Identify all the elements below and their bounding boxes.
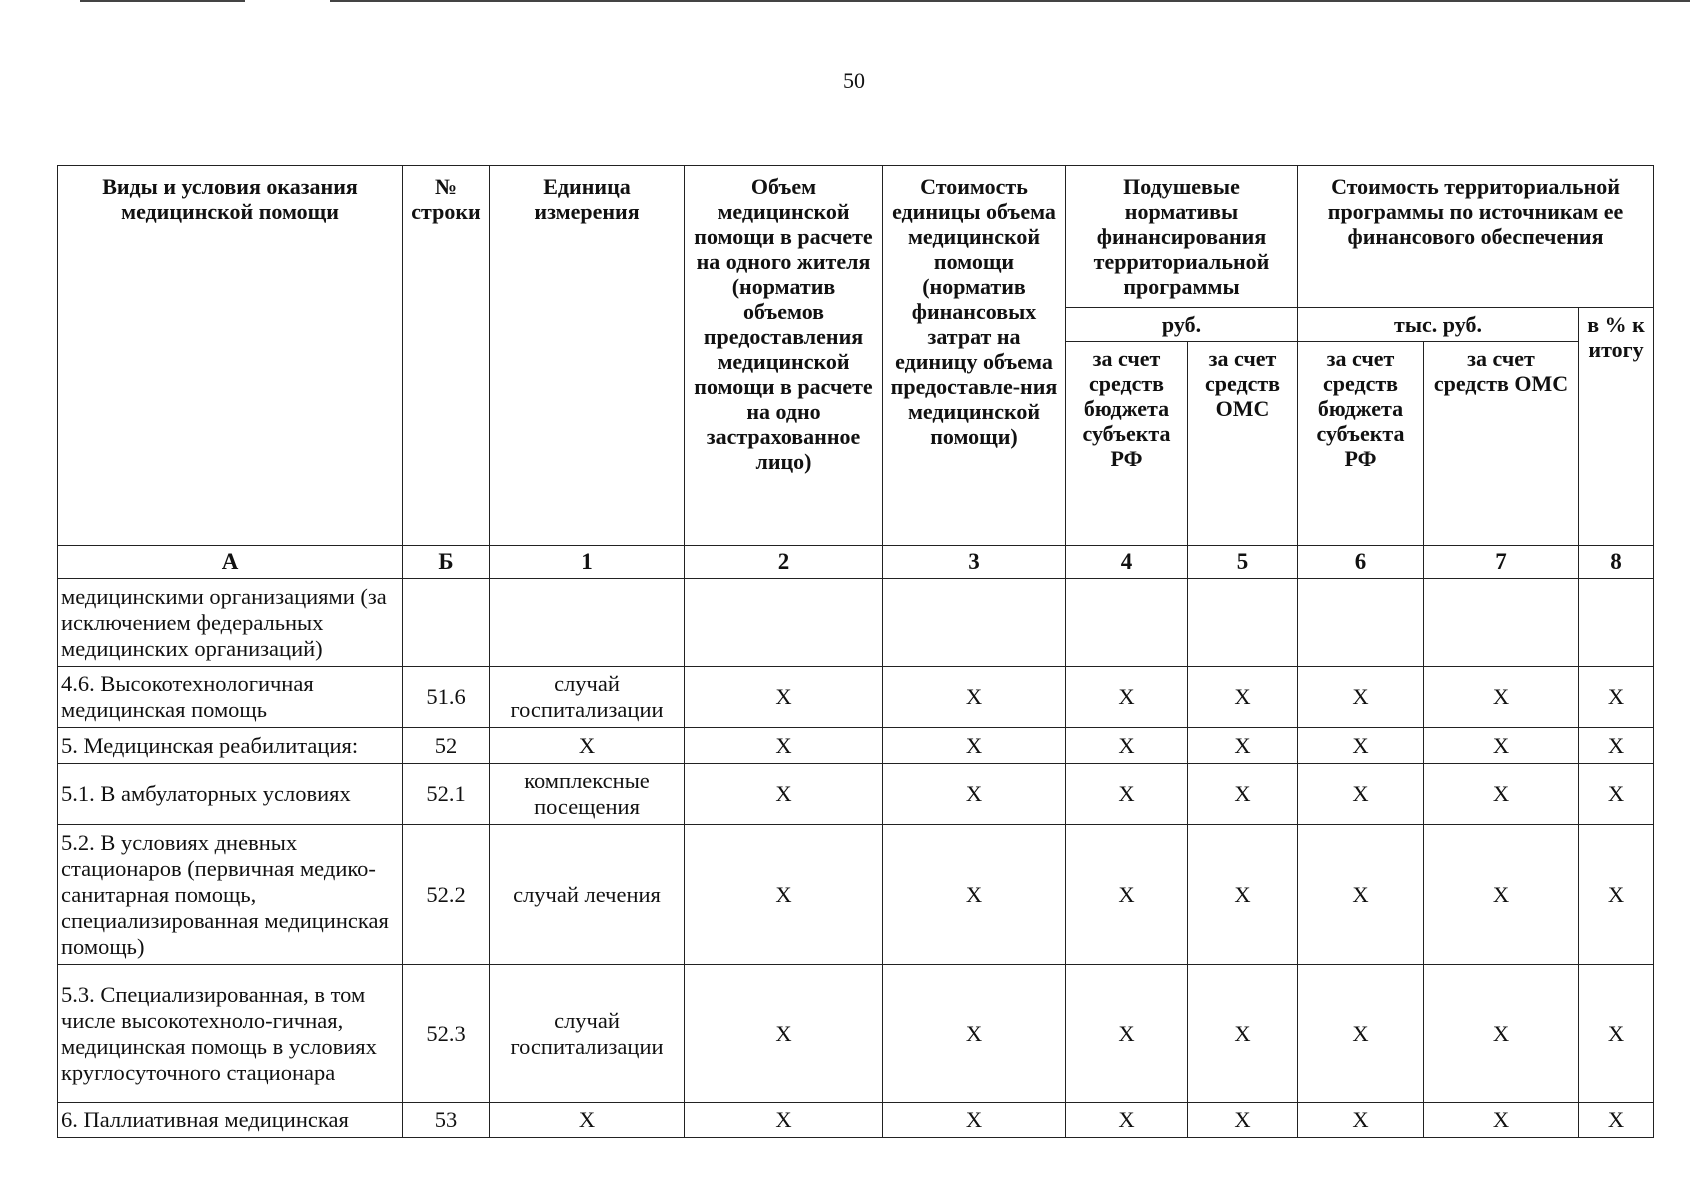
page-number: 50 <box>843 68 865 93</box>
top-line-segment <box>80 0 245 2</box>
row-unit: Х <box>490 728 685 764</box>
row-value: Х <box>1066 667 1188 728</box>
row-value: Х <box>1579 1103 1654 1138</box>
table-row <box>58 579 1654 667</box>
row-value: Х <box>1188 965 1298 1103</box>
index-cell: А <box>58 546 403 579</box>
row-line-number: 53 <box>403 1103 490 1138</box>
row-name: 5.3. Специализированная, в том числе высокотехноло-гичная, медицинская помощь в условиях круглосуточного стационара <box>58 965 403 1103</box>
header-unit-rub: руб. <box>1066 308 1298 342</box>
row-value: Х <box>1298 1103 1424 1138</box>
header-col-7: за счет средств ОМС <box>1424 342 1579 546</box>
row-value: Х <box>1424 825 1579 965</box>
index-cell: 2 <box>685 546 883 579</box>
row-name: 5.1. В амбулаторных условиях <box>58 764 403 825</box>
row-value: Х <box>1579 764 1654 825</box>
index-cell: 8 <box>1579 546 1654 579</box>
header-program-cost: Стоимость территориальной программы по источникам ее финансового обеспечения <box>1298 166 1654 308</box>
row-value: Х <box>1424 764 1579 825</box>
row-line-number <box>403 579 490 667</box>
row-value: Х <box>685 728 883 764</box>
row-name: медицинскими организациями (за исключением федеральных медицинских организаций) <box>58 579 403 667</box>
index-cell: Б <box>403 546 490 579</box>
header-unit-thousand-rub: тыс. руб. <box>1298 308 1579 342</box>
row-value: Х <box>1188 1103 1298 1138</box>
row-line-number: 52.3 <box>403 965 490 1103</box>
row-value: Х <box>1579 667 1654 728</box>
row-value: Х <box>1424 1103 1579 1138</box>
header-unit-cost: Стоимость единицы объема медицинской помощи (норматив финансовых затрат на единицу объема предоставле-ния медицинской помощи) <box>883 166 1066 546</box>
table-row <box>58 825 1654 965</box>
row-value: Х <box>1298 667 1424 728</box>
row-value <box>1298 579 1424 667</box>
header-volume: Объем медицинской помощи в расчете на одного жителя (норматив объемов предоставления медицинской помощи в расчете на одно застрахованное лицо) <box>685 166 883 546</box>
top-border-line <box>0 0 1708 3</box>
row-name: 6. Паллиативная медицинская <box>58 1103 403 1138</box>
row-value: Х <box>1579 728 1654 764</box>
index-cell: 6 <box>1298 546 1424 579</box>
row-value: Х <box>1298 728 1424 764</box>
row-value: Х <box>1298 825 1424 965</box>
row-unit <box>490 579 685 667</box>
index-cell: 3 <box>883 546 1066 579</box>
header-percent-total: в % к итогу <box>1579 308 1654 546</box>
row-name: 4.6. Высокотехнологичная медицинская помощь <box>58 667 403 728</box>
row-value: Х <box>1579 825 1654 965</box>
header-col-5: за счет средств ОМС <box>1188 342 1298 546</box>
row-value: Х <box>883 965 1066 1103</box>
row-unit: комплексные посещения <box>490 764 685 825</box>
index-cell: 7 <box>1424 546 1579 579</box>
row-name: 5.2. В условиях дневных стационаров (первичная медико-санитарная помощь, специализированная медицинская помощь) <box>58 825 403 965</box>
row-value: Х <box>1066 764 1188 825</box>
header-col-4: за счет средств бюджета субъекта РФ <box>1066 342 1188 546</box>
row-line-number: 51.6 <box>403 667 490 728</box>
row-value: Х <box>1188 764 1298 825</box>
row-value <box>883 579 1066 667</box>
row-value: Х <box>1298 965 1424 1103</box>
header-per-capita-norms: Подушевые нормативы финансирования территориальной программы <box>1066 166 1298 308</box>
row-value: Х <box>1066 965 1188 1103</box>
table-row <box>58 965 1654 1103</box>
row-value: Х <box>685 965 883 1103</box>
row-line-number: 52 <box>403 728 490 764</box>
row-value: Х <box>1188 728 1298 764</box>
row-value: Х <box>1066 825 1188 965</box>
row-value: Х <box>1298 764 1424 825</box>
row-value: Х <box>685 1103 883 1138</box>
table-row <box>58 1103 1654 1138</box>
table-row <box>58 728 1654 764</box>
header-unit: Единица измерения <box>490 166 685 546</box>
financing-table <box>57 165 1654 1138</box>
top-line-segment <box>330 0 1690 2</box>
row-value: Х <box>883 1103 1066 1138</box>
row-value: Х <box>1579 965 1654 1103</box>
row-value: Х <box>883 764 1066 825</box>
row-value: Х <box>685 667 883 728</box>
index-cell: 5 <box>1188 546 1298 579</box>
row-name: 5. Медицинская реабилитация: <box>58 728 403 764</box>
row-unit: случай лечения <box>490 825 685 965</box>
row-value: Х <box>883 825 1066 965</box>
row-value: Х <box>1424 728 1579 764</box>
row-value: Х <box>685 764 883 825</box>
row-value <box>1424 579 1579 667</box>
row-line-number: 52.1 <box>403 764 490 825</box>
row-value <box>1066 579 1188 667</box>
row-value: Х <box>685 825 883 965</box>
row-value: Х <box>1066 1103 1188 1138</box>
index-cell: 4 <box>1066 546 1188 579</box>
row-value: Х <box>1188 667 1298 728</box>
row-value <box>1188 579 1298 667</box>
row-value: Х <box>1424 965 1579 1103</box>
row-unit: Х <box>490 1103 685 1138</box>
row-unit: случай госпитализации <box>490 667 685 728</box>
row-value <box>1579 579 1654 667</box>
header-line-number: № строки <box>403 166 490 546</box>
row-value: Х <box>883 667 1066 728</box>
row-value: Х <box>883 728 1066 764</box>
table-row <box>58 764 1654 825</box>
index-cell: 1 <box>490 546 685 579</box>
row-value: Х <box>1188 825 1298 965</box>
row-value: Х <box>1424 667 1579 728</box>
table-row <box>58 667 1654 728</box>
header-col-6: за счет средств бюджета субъекта РФ <box>1298 342 1424 546</box>
row-value <box>685 579 883 667</box>
row-line-number: 52.2 <box>403 825 490 965</box>
row-value: Х <box>1066 728 1188 764</box>
column-index-row <box>58 546 1654 579</box>
row-unit: случай госпитализации <box>490 965 685 1103</box>
header-kinds-of-care: Виды и условия оказания медицинской помощи <box>58 166 403 546</box>
